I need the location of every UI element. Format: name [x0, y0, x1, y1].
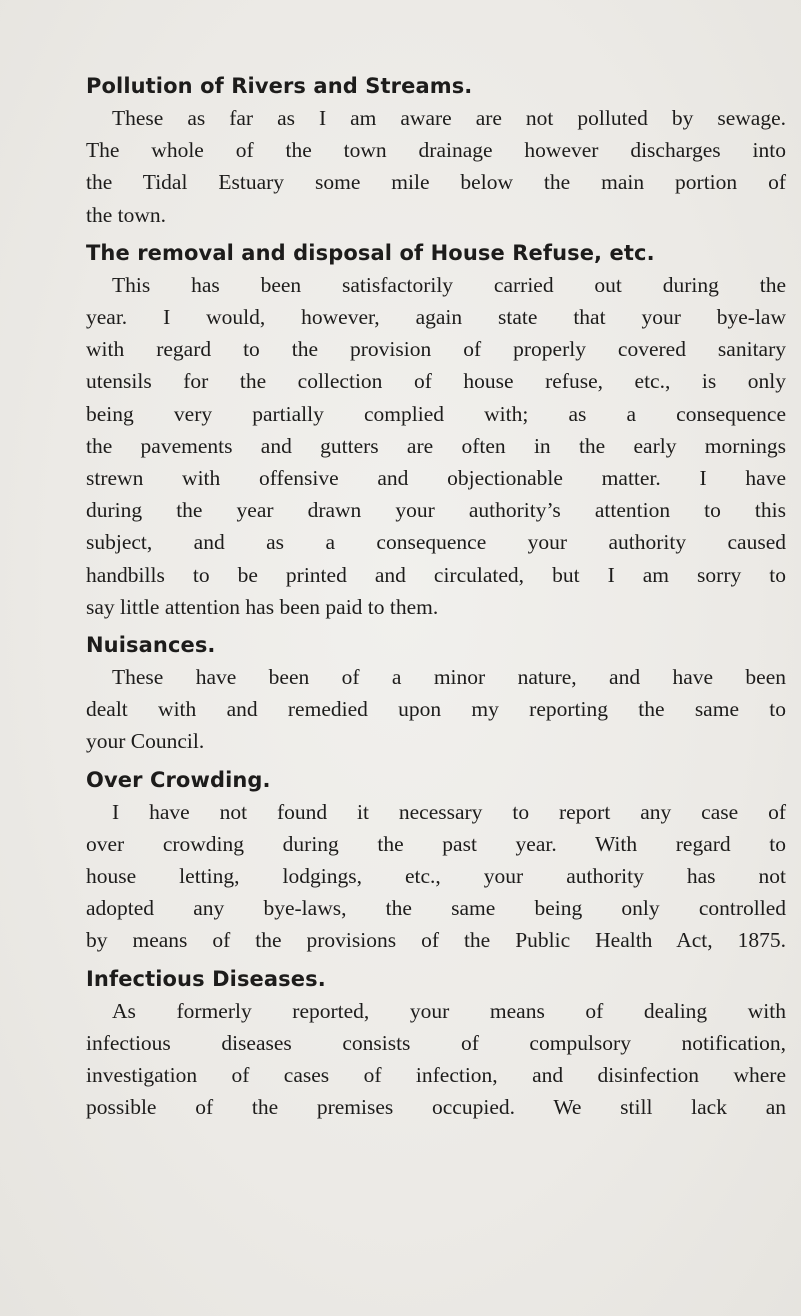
- text-line: your Council.: [86, 729, 205, 754]
- text-line: with regard to the provision of properly covered sanitary: [86, 337, 786, 362]
- section-over-crowding: [86, 764, 786, 957]
- text-line: handbills to be printed and circulated, but I am sorry to: [86, 562, 786, 587]
- text-line: by means of the provisions of the Public Health Act, 1875.: [86, 928, 786, 953]
- section-paragraph: [86, 269, 786, 623]
- text-line: This has been satisfactorily carried out during the: [112, 272, 786, 297]
- section-heading: Nuisances.: [86, 633, 216, 658]
- text-line: I have not found it necessary to report any case of: [112, 799, 786, 824]
- section-heading: Infectious Diseases.: [86, 966, 326, 991]
- text-line: utensils for the collection of house refuse, etc., is only: [86, 369, 786, 394]
- text-line: over crowding during the past year. With regard to: [86, 831, 786, 856]
- section-pollution: [86, 70, 786, 231]
- section-heading: Pollution of Rivers and Streams.: [86, 74, 473, 98]
- text-line: house letting, lodgings, etc., your authority has not: [86, 864, 786, 889]
- text-line: These as far as I am aware are not polluted by sewage.: [112, 106, 786, 130]
- section-infectious-diseases: [86, 963, 786, 1124]
- section-paragraph: [86, 102, 786, 231]
- section-heading: Over Crowding.: [86, 767, 271, 792]
- text-line: possible of the premises occupied. We still lack an: [86, 1095, 786, 1120]
- section-paragraph: [86, 995, 786, 1124]
- text-line: the Tidal Estuary some mile below the main portion of: [86, 170, 786, 195]
- text-line: the pavements and gutters are often in the early mornings: [86, 433, 786, 458]
- text-line: being very partially complied with; as a consequence: [86, 401, 786, 426]
- text-line: investigation of cases of infection, and disinfection where: [86, 1063, 786, 1088]
- text-line: dealt with and remedied upon my reporting the same to: [86, 697, 786, 722]
- section-nuisances: [86, 629, 786, 758]
- section-heading: The removal and disposal of House Refuse, etc.: [86, 240, 655, 265]
- text-line: the town.: [86, 202, 167, 227]
- section-paragraph: [86, 796, 786, 957]
- text-line: These have been of a minor nature, and have been: [112, 665, 786, 690]
- text-line: The whole of the town drainage however discharges into: [86, 138, 786, 163]
- text-line: adopted any bye-laws, the same being only controlled: [86, 896, 786, 921]
- text-line: year. I would, however, again state that your bye-law: [86, 305, 786, 330]
- text-line: say little attention has been paid to them.: [86, 594, 439, 619]
- section-house-refuse: [86, 237, 786, 623]
- page-content: [86, 70, 786, 1123]
- text-line: during the year drawn your authority’s attention to this: [86, 498, 786, 523]
- text-line: subject, and as a consequence your authority caused: [86, 530, 786, 555]
- section-paragraph: [86, 661, 786, 758]
- text-line: strewn with offensive and objectionable matter. I have: [86, 466, 786, 491]
- text-line: infectious diseases consists of compulsory notification,: [86, 1030, 786, 1055]
- text-line: As formerly reported, your means of dealing with: [112, 998, 786, 1023]
